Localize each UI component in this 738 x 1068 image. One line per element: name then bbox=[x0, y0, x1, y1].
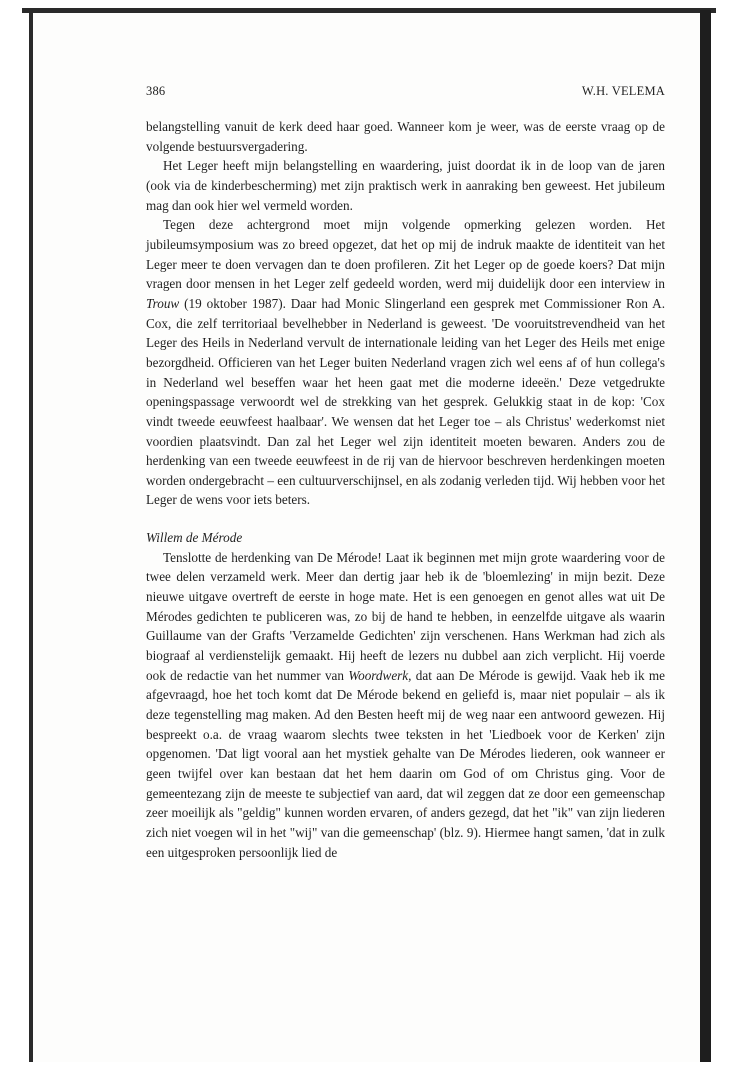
section-heading: Willem de Mérode bbox=[146, 530, 243, 546]
paragraph-leger-koers: Tegen deze achtergrond moet mijn volgende opmerking gelezen worden. Het jubileumsymposium was zo breed opgezet, dat het op mij de indruk maakte de identiteit van het Leger meer te doen vervagen dan te doen profileren. Zit het Leger op de goede koers? Dat mijn vragen door mensen in het Leger zelf gedeeld worden, werd mij duidelijk door een interview in Trouw (19 oktober 1987). Daar had Monic Slingerland een gesprek met Commissioner Ron A. Cox, die zelf territoriaal bevelhebber in Nederland is geweest. 'De vooruitstrevendheid van het Leger des Heils in Nederland vervult de internationale leiding van het Leger des Heils met enige bezorgdheid. Officieren van het Leger buiten Nederland vragen zich wel eens af of hun collega's in Nederland wel beseffen waar het heen gaat met die moderne ideeën.' Deze vetgedrukte openingspassage verwoordt wel de strekking van het gesprek. Gelukkig staat in de kop: 'Cox vindt tweede eeuwfeest haalbaar'. We wensen dat het Leger toe – als Christus' wederkomst niet voordien plaatsvindt. Dan zal het Leger wel zijn identiteit moeten bewaren. Anders zou de herdenking van een tweede eeuwfeest in de rij van de hiervoor beschreven herdenkingen moeten worden ondergebracht – een cultuurverschijnsel, en als zodanig verleden tijd. Wij hebben voor het Leger de wens voor iets beters. bbox=[146, 217, 665, 508]
paragraph-continuation: belangstelling vanuit de kerk deed haar goed. Wanneer kom je weer, was de eerste vraag op de volgende bestuursvergadering. bbox=[146, 119, 665, 154]
running-header bbox=[146, 84, 665, 99]
journal-title: Woordwerk, bbox=[348, 667, 412, 683]
page-number: 386 bbox=[146, 84, 166, 98]
scan-border-right bbox=[700, 10, 711, 1062]
paragraph-leger-belangstelling: Het Leger heeft mijn belangstelling en waardering, juist doordat ik in de loop van de jaren (ook via de kinderbescherming) met zijn praktisch werk in aanraking ben geweest. Het jubileum mag dan ook hier wel vermeld worden. bbox=[146, 158, 665, 213]
body-text bbox=[146, 117, 665, 862]
newspaper-title: Trouw bbox=[146, 295, 180, 311]
paragraph-merode: Tenslotte de herdenking van De Mérode! Laat ik beginnen met mijn grote waardering voor de twee delen verzameld werk. Meer dan dertig jaar heb ik de 'bloemlezing' in mijn bezit. Deze nieuwe uitgave overtreft de eerste in hoge mate. Het is een genoegen en genot alles wat uit De Mérodes gedichten te publiceren was, zo bij de hand te hebben, in eenzelfde uitgave als waarin Guillaume van der Grafts 'Verzamelde Gedichten' zijn verschenen. Hans Werkman had zich als biograaf al verdienstelijk gemaakt. Hij heeft de lezers nu dubbel aan zich verplicht. Hij voerde ook de redactie van het nummer van Woordwerk, dat aan De Mérode is gewijd. Vaak heb ik me afgevraagd, hoe het toch komt dat De Mérode bekend en geliefd is, maar niet populair – als ik deze tegenstelling mag maken. Ad den Besten heeft mij de weg naar een antwoord gewezen. Hij bespreekt o.a. de vraag waarom slechts twee teksten in het 'Liedboek voor de Kerken' zijn opgenomen. 'Dat ligt vooral aan het mystiek gehalte van De Mérodes liederen, ook wanneer er geen twijfel over kan bestaan dat het hem daarin om God of om Christus ging. Voor de gemeentezang zijn de meeste te subjectief van aard, dat wil zeggen dat ze door een gemeenschap zeer moeilijk als "geldig" kunnen worden ervaren, of anders gezegd, dat het "ik" van zijn liederen zich niet voegen wil in het "wij" van die gemeenschap' (blz. 9). Hiermee hangt samen, 'dat in zulk een uitgesproken persoonlijk lied de bbox=[146, 549, 665, 860]
running-head-author: W.H. VELEMA bbox=[581, 84, 665, 98]
